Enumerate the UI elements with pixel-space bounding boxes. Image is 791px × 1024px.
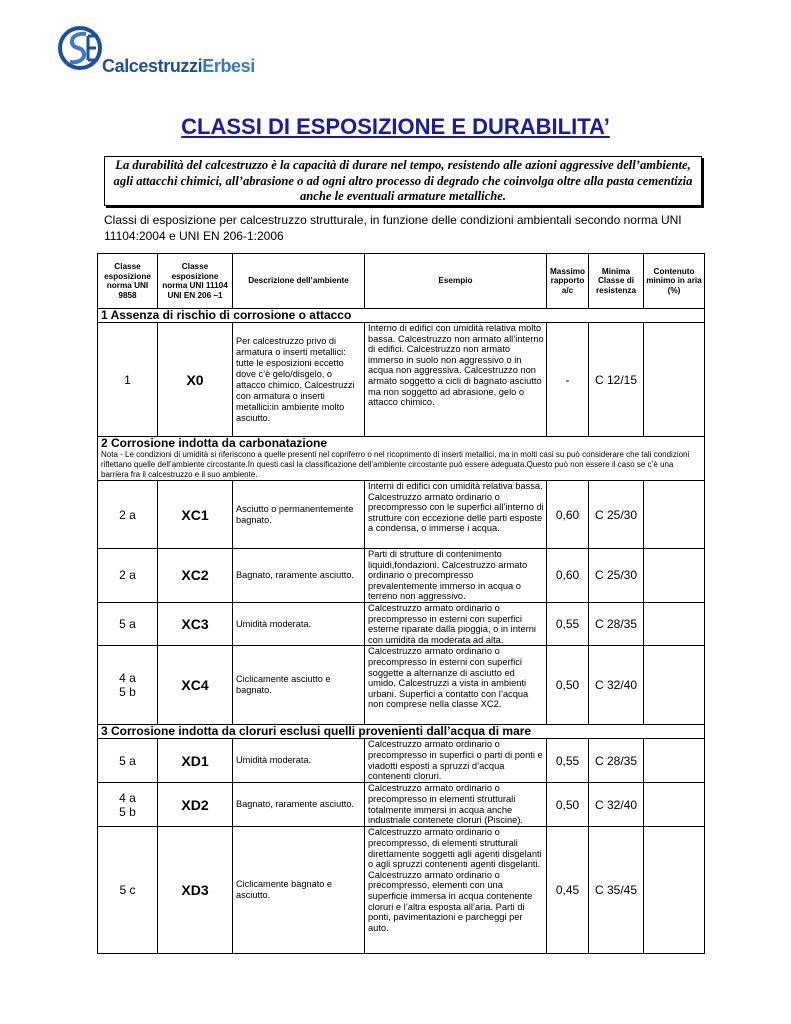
table-header-row — [98, 254, 705, 309]
max-ac-cell: 0,60 — [547, 549, 589, 603]
min-class-cell: C 32/40 — [589, 783, 644, 827]
section-title: 2 Corrosione indotta da carbonatazione — [101, 436, 328, 450]
example-cell: Calcestruzzo armato ordinario o precompresso in elementi strutturali totalmente immersi in acqua anche industriale contenete cloruri (Piscine). — [365, 783, 547, 827]
column-header: Esempio — [365, 254, 547, 309]
uni9858-cell: 5 a — [98, 602, 158, 645]
air-content-cell — [644, 602, 705, 645]
max-ac-cell: 0,55 — [547, 602, 589, 645]
intro-box — [104, 156, 702, 206]
column-header: Contenuto minimo in aria (%) — [644, 254, 705, 309]
max-ac-cell: 0,50 — [547, 646, 589, 725]
example-cell: Interno di edifici con umidità relativa molto bassa. Calcestruzzo non armato all’interno di edifici. Calcestruzzo non armato immerso in suolo non aggressivo o in acqua non aggressiva. Calcestruzzo non armato soggetto a cicli di bagnato asciutto ma non soggetto ad abrasione, gelo o attacco chimico. — [365, 323, 547, 437]
exposure-code-cell: XD1 — [158, 739, 233, 783]
exposure-code-cell: XC1 — [158, 481, 233, 549]
example-cell: Calcestruzzo armato ordinario o precompresso in superfici o parti di ponti e viadotti esposti a spruzzi d’acqua contenenti cloruri. — [365, 739, 547, 783]
description-cell: Ciclicamente bagnato e asciutto. — [233, 827, 365, 954]
exposure-code-cell: XC3 — [158, 602, 233, 645]
max-ac-cell: - — [547, 323, 589, 437]
air-content-cell — [644, 323, 705, 437]
exposure-code-cell: XD3 — [158, 827, 233, 954]
logo-text-part2: Erbesi — [202, 56, 255, 76]
description-cell: Ciclicamente asciutto e bagnato. — [233, 646, 365, 725]
max-ac-cell: 0,60 — [547, 481, 589, 549]
min-class-cell: C 28/35 — [589, 602, 644, 645]
uni9858-cell: 5 c — [98, 827, 158, 954]
table-row — [98, 549, 705, 603]
column-header: Minima Classe di resistenza — [589, 254, 644, 309]
section-header-cell — [98, 725, 705, 739]
uni9858-cell: 2 a — [98, 549, 158, 603]
description-cell: Umidità moderata. — [233, 739, 365, 783]
table-row — [98, 481, 705, 549]
example-cell: Calcestruzzo armato ordinario o precompresso, di elementi strutturali direttamente soggetti agli agenti disgelanti o agli spruzzi contenenti agenti disgelanti. Calcestruzzo armato ordinario o precompresso, elementi con una superficie immersa in acqua contenente cloruri e l’altra esposta all’aria. Parti di ponti, pavimentazioni e parcheggi per auto. — [365, 827, 547, 954]
example-cell: Calcestruzzo armato ordinario o precompresso in esterni con superfici esterne riparate dalla pioggia, o in interni con umidità da moderata ad alta. — [365, 602, 547, 645]
description-cell: Per calcestruzzo privo di armatura o inserti metallici: tutte le esposizioni eccetto dove c’è gelo/disgelo, o attacco chimico. Calcestruzzi con armatura o inserti metallici:in ambiente molto asciutto. — [233, 323, 365, 437]
table-row — [98, 827, 705, 954]
section-note: Nota - Le condizioni di umidità si riferiscono a quelle presenti nel copriferro o nel ricoprimento di inserti metallici, ma in molti casi su può considerare che tali condizioni riflettano quelle dell’ambiente circostante.In questi casi la classificazione dell’ambiente circostante può essere adeguata.Questo può non essere il caso se c’è una barriera fra il calcestruzzo e il suo ambiente. — [101, 450, 690, 479]
min-class-cell: C 32/40 — [589, 646, 644, 725]
section-header-row — [98, 437, 705, 481]
column-header: Classe esposizione norma UNI 9858 — [98, 254, 158, 309]
max-ac-cell: 0,45 — [547, 827, 589, 954]
air-content-cell — [644, 827, 705, 954]
air-content-cell — [644, 739, 705, 783]
air-content-cell — [644, 783, 705, 827]
uni9858-cell: 2 a — [98, 481, 158, 549]
max-ac-cell: 0,55 — [547, 739, 589, 783]
page-title: CLASSI DI ESPOSIZIONE E DURABILITA’ — [181, 114, 610, 139]
min-class-cell: C 25/30 — [589, 549, 644, 603]
uni9858-cell: 4 a 5 b — [98, 783, 158, 827]
section-header-cell — [98, 437, 705, 481]
logo-monogram-icon — [58, 20, 102, 76]
air-content-cell — [644, 481, 705, 549]
description-cell: Asciutto o permanentemente bagnato. — [233, 481, 365, 549]
min-class-cell: C 35/45 — [589, 827, 644, 954]
uni9858-cell: 4 a 5 b — [98, 646, 158, 725]
example-cell: Parti di strutture di contenimento liquidi,fondazioni. Calcestruzzo armato ordinario o precompresso prevalentemente immerso in acqua o terreno non aggressivo. — [365, 549, 547, 603]
uni9858-cell: 5 a — [98, 739, 158, 783]
logo-text-part1: Calcestruzzi — [102, 56, 203, 76]
min-class-cell: C 12/15 — [589, 323, 644, 437]
example-cell: Interni di edifici con umidità relativa bassa. Calcestruzzo armato ordinario o precompresso con le superfici all’interno di strutture con eccezione delle parti esposte a condensa, o immerse i acqua. — [365, 481, 547, 549]
table-row — [98, 602, 705, 645]
max-ac-cell: 0,50 — [547, 783, 589, 827]
section-header-row — [98, 725, 705, 739]
exposure-code-cell: XD2 — [158, 783, 233, 827]
section-header-row — [98, 309, 705, 323]
company-logo — [58, 20, 278, 82]
exposure-code-cell: X0 — [158, 323, 233, 437]
column-header: Classe esposizione norma UNI 11104 UNI EN 206 –1 — [158, 254, 233, 309]
example-cell: Calcestruzzo armato ordinario o precompresso in esterni con superfici soggette a alternanze di asciutto ed umido. Calcestruzzi a vista in ambienti urbani. Superfici a contatto con l’acqua non comprese nella classe XC2. — [365, 646, 547, 725]
description-cell: Umidità moderata. — [233, 602, 365, 645]
logo-text — [102, 56, 255, 77]
exposure-code-cell: XC4 — [158, 646, 233, 725]
section-title: 3 Corrosione indotta da cloruri esclusi quelli provenienti dall’acqua di mare — [101, 724, 532, 739]
table-row — [98, 739, 705, 783]
exposure-classes-table — [97, 253, 705, 954]
description-cell: Bagnato, raramente asciutto. — [233, 549, 365, 603]
table-row — [98, 783, 705, 827]
exposure-code-cell: XC2 — [158, 549, 233, 603]
table-row — [98, 323, 705, 437]
description-cell: Bagnato, raramente asciutto. — [233, 783, 365, 827]
section-title: 1 Assenza di rischio di corrosione o attacco — [101, 308, 352, 322]
min-class-cell: C 28/35 — [589, 739, 644, 783]
column-header: Massimo rapporto a/c — [547, 254, 589, 309]
column-header: Descrizione dell’ambiente — [233, 254, 365, 309]
section-header-cell — [98, 309, 705, 323]
min-class-cell: C 25/30 — [589, 481, 644, 549]
air-content-cell — [644, 549, 705, 603]
intro-text: La durabilità del calcestruzzo è la capacità di durare nel tempo, resistendo alle azioni aggressive dell’ambiente, agli attacchi chimici, all’abrasione o ad ogni altro processo di degrado che coinvolga oltre alla pasta cementizia anche le eventuali armature metalliche. — [113, 158, 693, 203]
table-row — [98, 646, 705, 725]
uni9858-cell: 1 — [98, 323, 158, 437]
table-subtitle: Classi di esposizione per calcestruzzo strutturale, in funzione delle condizioni ambientali secondo norma UNI 11104:2004 e UNI EN 206-1:2006 — [104, 213, 682, 243]
air-content-cell — [644, 646, 705, 725]
